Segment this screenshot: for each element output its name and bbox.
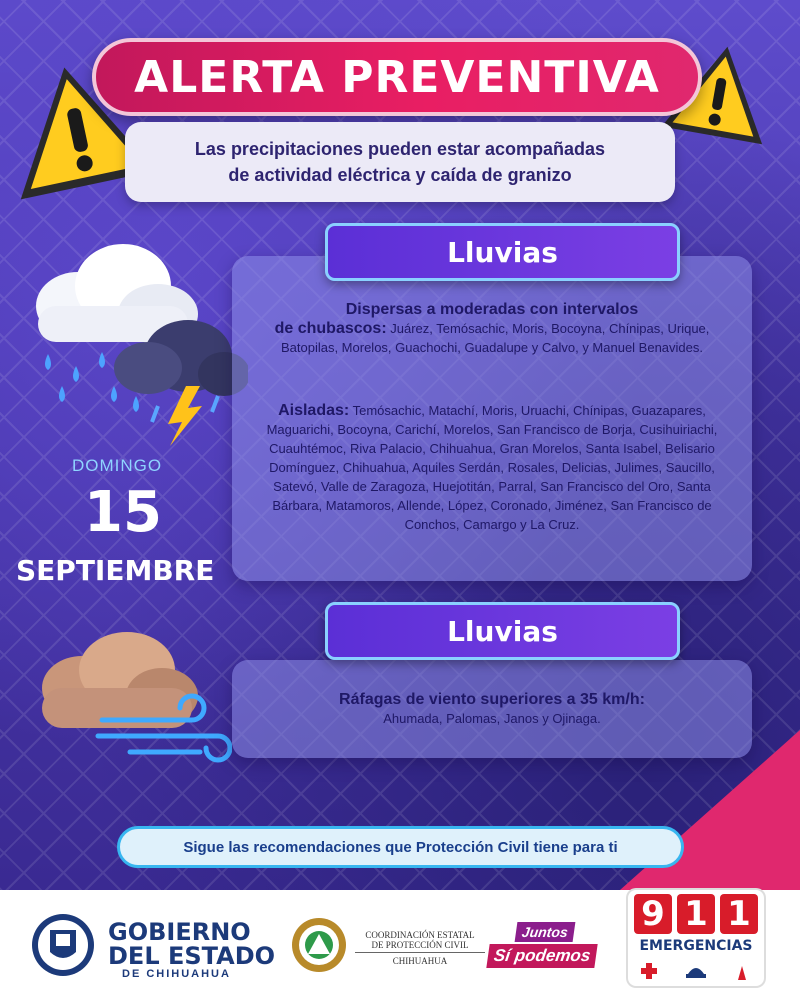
state-seal-icon xyxy=(30,912,96,978)
pc-line-2: DE PROTECCIÓN CIVIL xyxy=(371,940,469,950)
digit-9: 9 xyxy=(634,894,672,934)
rain-scattered-heading: Dispersas a moderadas con intervalos xyxy=(345,301,639,318)
page-title: ALERTA PREVENTIVA xyxy=(134,51,660,103)
pc-line-1: COORDINACIÓN ESTATAL xyxy=(365,930,475,940)
rain-isolated-block xyxy=(252,401,732,534)
recommendation-bar xyxy=(117,826,684,868)
wind-cloud-icon xyxy=(22,628,232,778)
footer xyxy=(0,890,800,1000)
juntos-line-2: Sí podemos xyxy=(486,944,598,968)
gobierno-title xyxy=(108,920,275,968)
rain-isolated-text: Temósachic, Matachí, Moris, Uruachi, Chínipas, Guazapares, Maguarichi, Bocoyna, Carichí, Morelos, San Francisco de Borja, Cusihuiriachi, Cuauhtémoc, Riva Palacio, Chihuahua, Gran Morelos, Santa Isabel, Belisario Domínguez, Chihuahua, Aquiles Serdán, Rosales, Delicias, Julimes, Saucillo, Satevó, Valle de Zaragoza, Huejotitán, Parral, San Francisco del Oro, Santa Bárbara, Matamoros, Allende, López, Coronado, Jiménez, San Francisco de Conchos, Camargo y La Cruz. xyxy=(266,403,718,532)
gobierno-subtitle: DE CHIHUAHUA xyxy=(122,968,231,980)
emergency-911-badge xyxy=(628,890,764,986)
recommendation-text: Sigue las recomendaciones que Protección Civil tiene para ti xyxy=(183,838,618,856)
rain-scattered-block xyxy=(252,300,732,357)
pc-line-3: CHIHUAHUA xyxy=(355,952,485,966)
date-number: 15 xyxy=(84,480,162,545)
tag-lluvias-1-label: Lluvias xyxy=(447,235,558,269)
wind-text: Ahumada, Palomas, Janos y Ojinaga. xyxy=(383,711,601,726)
proteccion-civil-logo-icon xyxy=(290,916,348,974)
emergency-services-icons xyxy=(638,960,754,982)
tag-lluvias-1 xyxy=(325,223,680,281)
digit-1b: 1 xyxy=(720,894,758,934)
panel-rain-1 xyxy=(232,256,752,581)
wind-heading: Ráfagas de viento superiores a 35 km/h: xyxy=(339,691,645,708)
gobierno-line-2: DEL ESTADO xyxy=(108,942,276,970)
rain-isolated-heading: Aisladas: xyxy=(278,402,350,419)
gobierno-line-1: GOBIERNO xyxy=(108,918,251,946)
title-banner xyxy=(92,38,702,116)
proteccion-civil-text xyxy=(355,930,485,966)
rain-scattered-heading-b: de chubascos: xyxy=(274,320,387,337)
emergencias-label: EMERGENCIAS xyxy=(639,938,753,954)
tag-lluvias-2 xyxy=(325,602,680,660)
rain-scattered-text: Juárez, Temósachic, Moris, Bocoyna, Chínipas, Urique, Batopilas, Morelos, Guachochi, Guadalupe y Calvo, y Manuel Benavides. xyxy=(280,321,710,355)
digit-1a: 1 xyxy=(677,894,715,934)
tag-lluvias-2-label: Lluvias xyxy=(447,614,558,648)
storm-cloud-icon xyxy=(18,236,248,446)
subtitle-line-2: de actividad eléctrica y caída de granizo xyxy=(228,165,572,185)
juntos-line-1: Juntos xyxy=(515,922,576,942)
date-day: DOMINGO xyxy=(72,456,163,475)
juntos-logo xyxy=(488,922,606,974)
panel-wind xyxy=(232,660,752,758)
wind-block xyxy=(252,690,732,728)
date-month: SEPTIEMBRE xyxy=(16,554,215,587)
subtitle-box xyxy=(125,122,675,202)
subtitle-line-1: Las precipitaciones pueden estar acompañadas xyxy=(194,139,606,159)
